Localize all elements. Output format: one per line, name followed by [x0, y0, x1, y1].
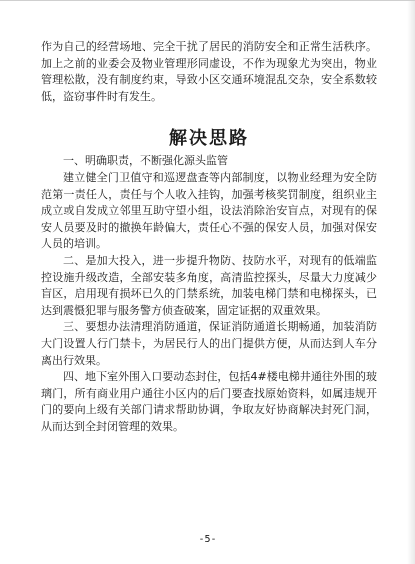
subheading: 一、明确职责，不断强化源头监管 — [63, 154, 228, 168]
section-title: 解决思路 — [169, 128, 249, 150]
page-number: -5- — [198, 534, 217, 545]
page-edge-shadow — [407, 1, 415, 564]
intro-paragraph: 作为自己的经营场地、完全干扰了居民的消防安全和正常生活秩序。加上之前的业委会及物业管理形同虚设，不作为现象尤为突出，物业管理松散，没有制度约束，导致小区交通环境混乱交杂，安全系数较低，盗窃事件时有发生。 — [41, 40, 377, 103]
paragraph-2: 二、是加大投入，进一步提升物防、技防水平，对现有的低端监控设施升级改造，全部安装多角度，高清监控探头，尽量大力度减少盲区，启用现有损坏已久的门禁系统，加装电梯门禁和电梯探头，已达到震慑犯罪与服务警方侦查破案，固定证据的双重效果。 — [41, 253, 377, 317]
paragraph-3: 三、要想办法清理消防通道，保证消防通道长期畅通，加装消防大门设置人行门禁卡，为居民行人的出门提供方便，从而达到人车分离出行效果。 — [41, 320, 377, 367]
paragraph-1: 建立健全门卫值守和巡逻盘查等内部制度，以物业经理为安全防范第一责任人，责任与个人收入挂钩，加强考核奖罚制度，组织业主成立或自发成立邻里互助守望小组，设法消除治安盲点，对现有的保安人员要及时的撤换年龄偏大，责任心不强的保安人员，加强对保安人员的培训。 — [41, 170, 377, 251]
paragraph-4: 四、地下室外围入口要动态封住，包括4#楼电梯井通往外围的玻璃门，所有商业用户通往小区内的后门要查找原始资料，如属违规开门的要向上级有关部门请求帮助协调，争取友好协商解决封死门洞，从而达到全封闭管理的效果。 — [41, 370, 377, 433]
page-content — [41, 39, 377, 435]
